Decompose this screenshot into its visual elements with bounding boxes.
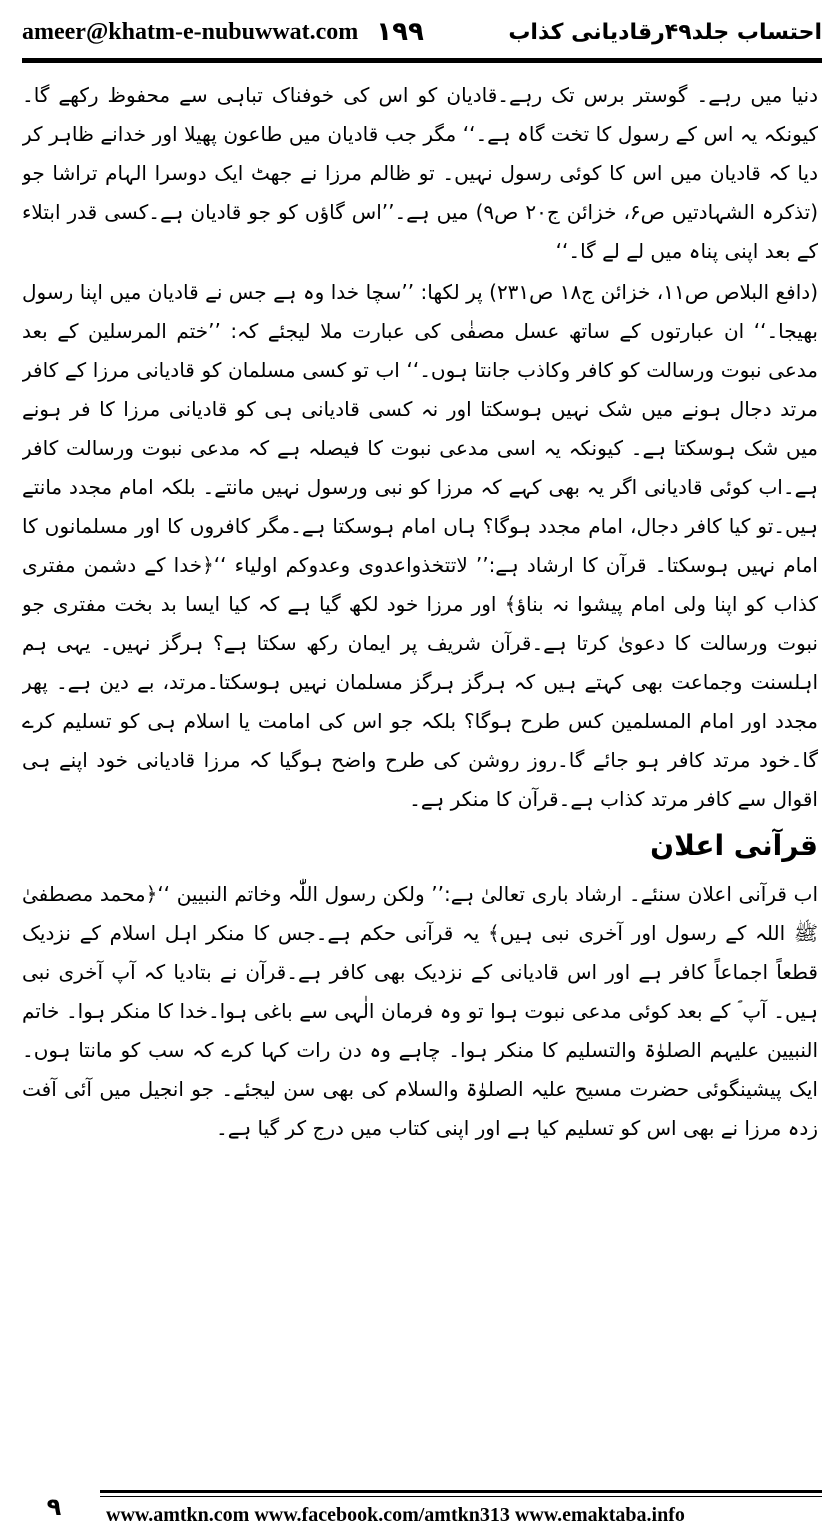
page-header bbox=[22, 12, 822, 52]
footer-rule-thin bbox=[100, 1496, 822, 1497]
paragraph-1: دنیا میں رہے۔ گوستر برس تک رہے۔قادیان کو اس کی خوفناک تباہی سے محفوظ رکھے گا۔ کیونکہ یہ اس کے رسول کا تخت گاہ ہے۔‘‘ مگر جب قادیان میں طاعون پھیلا اور خدانے ظاہر کر دیا کہ قادیان میں اس کا کوئی رسول نہیں۔ تو ظالم مرزا نے جھٹ ایک دوسرا الہام تراشا جو (تذکرہ الشہادتیں ص۶، خزائن ج۲۰ ص۹) میں ہے۔’’اس گاؤں کو جو قادیان ہے۔کسی قدر ابتلاء کے بعد اپنی پناہ میں لے لے گا۔‘‘ bbox=[22, 83, 818, 263]
header-page-number: ۱۹۹ bbox=[376, 17, 424, 47]
section-heading: قرآنی اعلان bbox=[650, 829, 818, 862]
footer-page-number: ۹ bbox=[46, 1493, 62, 1521]
header-left bbox=[22, 17, 424, 47]
header-rule bbox=[22, 58, 822, 63]
footer-rule-thick bbox=[100, 1490, 822, 1493]
paragraph-2: (دافع البلاص ص۱۱، خزائن ج۱۸ ص۲۳۱) پر لکھا: ’’سچا خدا وہ ہے جس نے قادیان میں اپنا رسول بھیجا۔‘‘ ان عبارتوں کے ساتھ عسل مصفٰی کی عبارت ملا لیجئے کہ: ’’ختم المرسلین کے بعد مدعی نبوت ورسالت کو کافر وکاذب جانتا ہوں۔‘‘ اب تو کسی مسلمان کو قادیانی مرزا کے کافر مرتد دجال ہونے میں شک نہیں ہوسکتا اور نہ کسی قادیانی ہی کو قادیانی مرزا کا فر ہونے میں شک ہوسکتا ہے۔ کیونکہ یہ اسی مدعی نبوت کا فیصلہ ہے کہ مدعی نبوت ورسالت کافر ہے۔اب کوئی قادیانی اگر یہ بھی کہے کہ مرزا کو نبی ورسول نہیں مانتے۔ بلکہ امام مجدد مانتے ہیں۔تو کیا کافر دجال، امام مجدد ہوگا؟ ہاں امام ہوسکتا ہے۔مگر کافروں کا اور مسلمانوں کا امام نہیں ہوسکتا۔ قرآن کا ارشاد ہے:’’ لاتتخذواعدوی وعدوکم اولیاء ‘‘﴿خدا کے دشمن مفتری کذاب کو اپنا ولی امام پیشوا نہ بناؤ﴾ اور مرزا خود لکھ گیا ہے کہ کیا ایسا بد بخت مفتری جو نبوت ورسالت کا دعویٰ کرتا ہے۔قرآن شریف پر ایمان رکھ سکتا ہے؟ ہرگز نہیں۔ یہی ہم اہلسنت وجماعت بھی کہتے ہیں کہ ہرگز ہرگز مسلمان نہیں ہوسکتا۔مرتد، بے دین ہے۔ پھر مجدد اور امام المسلمین کس طرح ہوگا؟ بلکہ جو اس کی امامت یا اسلام ہی کو تسلیم کرے گا۔خود مرتد کافر ہو جائے گا۔روز روشن کی طرح واضح ہوگیا کہ مرزا قادیانی خود اپنے ہی اقوال سے کافر مرتد کذاب ہے۔قرآن کا منکر ہے۔ bbox=[22, 280, 818, 811]
header-email[interactable]: ameer@khatm-e-nubuwwat.com bbox=[22, 18, 359, 45]
page-footer bbox=[22, 1482, 822, 1532]
paragraph-3: اب قرآنی اعلان سنئے۔ ارشاد باری تعالیٰ ہے:’’ ولکن رسول اللّٰہ وخاتم النبیین ‘‘﴿محمد مصطفیٰ ﷺ اللہ کے رسول اور آخری نبی ہیں﴾ یہ قرآنی حکم ہے۔جس کا منکر اہل اسلام کے نزدیک قطعاً اجماعاً کافر ہے اور اس قادیانی کے نزدیک بھی کافر ہے۔قرآن نے بتادیا کہ آپ آخری نبی ہیں۔ آپ ؐ کے بعد کوئی مدعی نبوت ہوا تو وہ فرمان الٰہی سے باغی ہوا۔خدا کا منکر ہوا۔ خاتم النبیین علیہم الصلوٰۃ والتسلیم کا منکر ہوا۔ چاہے وہ دن رات کہا کرے کہ سب کو مانتا ہوں۔ ایک پیشینگوئی حضرت مسیح علیہ الصلوٰۃ والسلام کی بھی سن لیجئے۔ جو انجیل میں آئی آفت زدہ مرزا نے بھی اس کو تسلیم کیا ہے اور اپنی کتاب میں درج کر گیا ہے۔ bbox=[22, 882, 818, 1140]
footer-links[interactable]: www.amtkn.com www.facebook.com/amtkn313 www.emaktaba.info bbox=[106, 1503, 685, 1526]
page-body bbox=[22, 76, 818, 1471]
running-title: احتساب جلد۴۹رقادیانی کذاب bbox=[508, 19, 822, 45]
